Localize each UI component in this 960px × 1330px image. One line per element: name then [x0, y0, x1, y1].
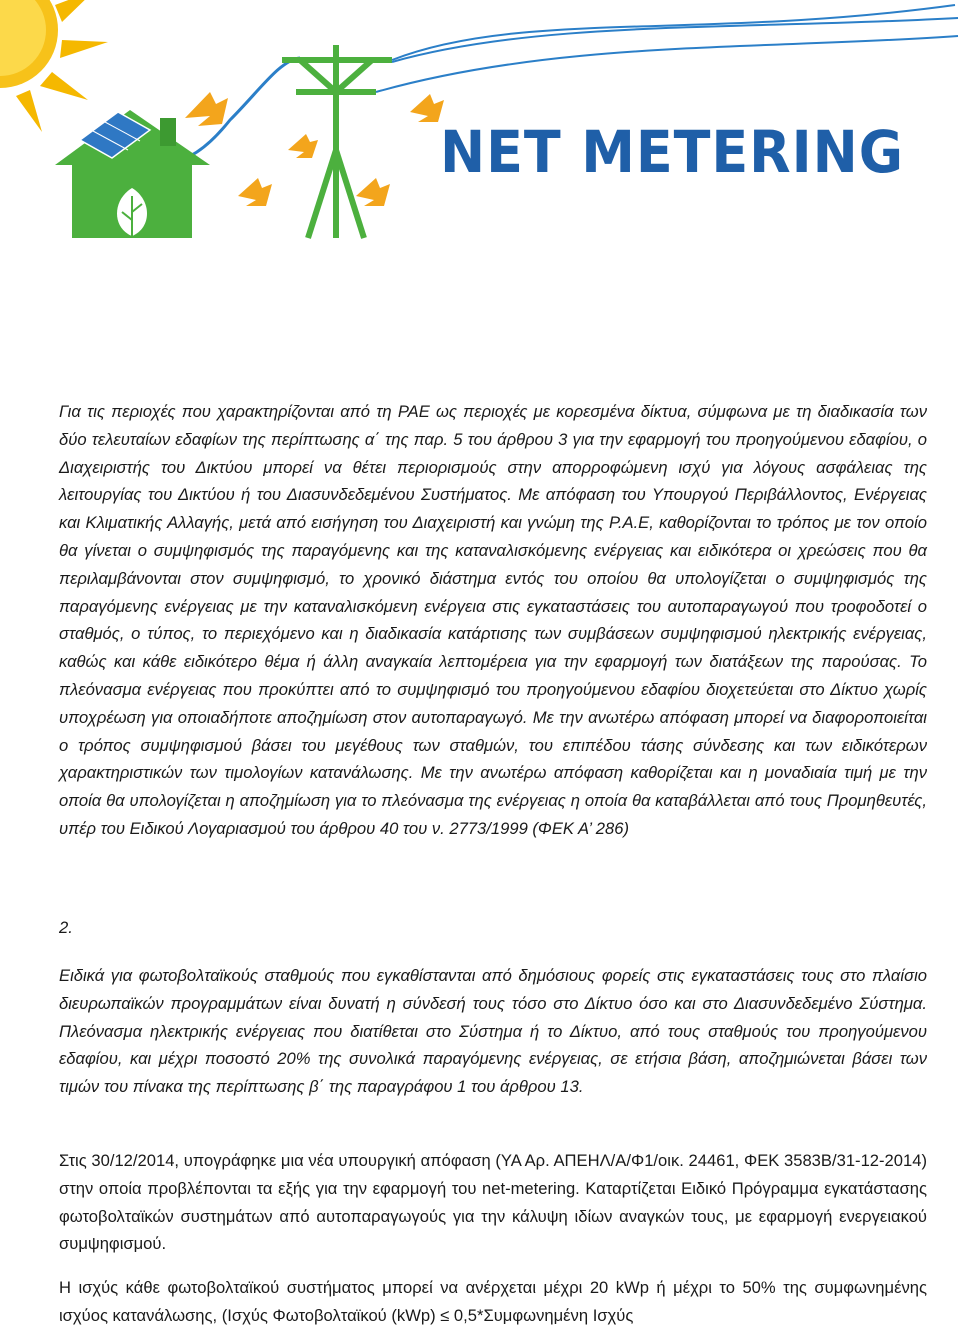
- paragraph-public-bodies-wrapper: [59, 962, 927, 1101]
- paragraph-ministerial-decision-wrapper: [59, 1147, 927, 1258]
- house-icon: [55, 110, 210, 238]
- sun-icon: [0, 0, 108, 132]
- paragraph-power-limit: Η ισχύς κάθε φωτοβολταϊκού συστήματος μπορεί να ανέρχεται μέχρι 20 kWp ή μέχρι το 50% της συμφωνημένης ισχύος κατανάλωσης, (Ισχύς Φωτοβολταϊκού (kWp) ≤ 0,5*Συμφωνημένη Ισχύς: [59, 1278, 927, 1325]
- document-body: [59, 398, 927, 843]
- paragraph-ministerial-decision: Στις 30/12/2014, υπογράφηκε μια νέα υπουργική απόφαση (ΥΑ Αρ. ΑΠΕΗΛ/Α/Φ1/οικ. 24461, ΦΕΚ 3583Β/31-12-2014) στην οποία προβλέπονται τα εξής για την εφαρμογή του net-metering. Καταρτίζεται Ειδικό Πρόγραμμα εγκατάστασης φωτοβολταϊκών συστημάτων από αυτοπαραγωγούς για την κάλυψη ιδίων αναγκών τους, με εφαρμογή ενεργειακού συμψηφισμού.: [59, 1151, 927, 1254]
- logo-title: NET METERING: [440, 118, 904, 186]
- energy-arrows-icon: [185, 92, 444, 206]
- paragraph-public-bodies: Ειδικά για φωτοβολταϊκούς σταθμούς που εγκαθίστανται από δημόσιους φορείς στις εγκαταστάσεις τους στο πλαίσιο διευρωπαϊκών προγραμμάτων είναι δυνατή η σύνδεσή τους τόσο στο Δίκτυο όσο και στο Διασυνδεδεμένο Σύστημα. Πλεόνασμα ηλεκτρικής ενέργειας που διατίθεται στο Σύστημα ή το Δίκτυο, από τους σταθμούς του προηγούμενου εδαφίου, και μέχρι ποσοστό 20% της συνολικά παραγόμενης ενέργειας, σε ετήσια βάση, αποζημιώνεται βάσει των τιμών του πίνακα της περίπτωσης β΄ της παραγράφου 1 του άρθρου 13.: [59, 966, 927, 1097]
- net-metering-banner: [0, 0, 960, 250]
- section-number: 2.: [59, 918, 73, 937]
- paragraph-rae-congested-networks: Για τις περιοχές που χαρακτηρίζονται από τη ΡΑΕ ως περιοχές με κορεσμένα δίκτυα, σύμφωνα με τη διαδικασία των δύο τελευταίων εδαφίων της περίπτωσης α΄ της παρ. 5 του άρθρου 3 για την εφαρμογή του προηγούμενου εδαφίου, ο Διαχειριστής του Δικτύου μπορεί να θέτει περιορισμούς στην απορροφώμενη ισχύ για λόγους ασφάλειας της λειτουργίας του Δικτύου ή του Διασυνδεδεμένου Συστήματος. Με απόφαση του Υπουργού Περιβάλλοντος, Ενέργειας και Κλιματικής Αλλαγής, μετά από εισήγηση του Διαχειριστή και γνώμη της Ρ.Α.Ε, καθορίζονται το τρόπος με τον οποίο θα γίνεται ο συμψηφισμός της παραγόμενης και της καταναλισκόμενης ενέργειας και ειδικότερα οι χρεώσεις που θα περιλαμβάνονται στον συμψηφισμό, το χρονικό διάστημα εντός του οποίου θα υπολογίζεται ο συμψηφισμός της παραγόμενης ενέργειας με την καταναλισκόμενη ενέργεια στις εγκαταστάσεις του αυτοπαραγωγού που τροφοδοτεί ο σταθμός, ο τύπος, το περιεχόμενο και η διαδικασία κατάρτισης των συμβάσεων συμψηφισμού ηλεκτρικής ενέργειας, καθώς και κάθε ειδικότερο θέμα ή άλλη αναγκαία λεπτομέρεια για την εφαρμογή των διατάξεων της παρούσας. Το πλεόνασμα ενέργειας που προκύπτει από το συμψηφισμό του προηγούμενου εδαφίου διοχετεύεται στο Δίκτυο χωρίς υποχρέωση για οποιαδήποτε αποζημίωση στον αυτοπαραγωγό. Με την ανωτέρω απόφαση μπορεί να διαφοροποιείται ο τρόπος συμψηφισμού βάσει του μεγέθους των σταθμών, του επιπέδου τάσης σύνδεσης και των ειδικότερων χαρακτηριστικών των τιμολογίων κατανάλωσης. Με την ανωτέρω απόφαση καθορίζεται και η μοναδιαία τιμή με την οποία θα υπολογίζεται η αποζημίωση για το πλεόνασμα της ενέργειας η οποία θα καταβάλλεται από τους Προμηθευτές, υπέρ του Ειδικού Λογαριασμού του άρθρου 40 του ν. 2773/1999 (ΦΕΚ Α’ 286): [59, 402, 927, 838]
- paragraph-power-limit-wrapper: [59, 1274, 927, 1330]
